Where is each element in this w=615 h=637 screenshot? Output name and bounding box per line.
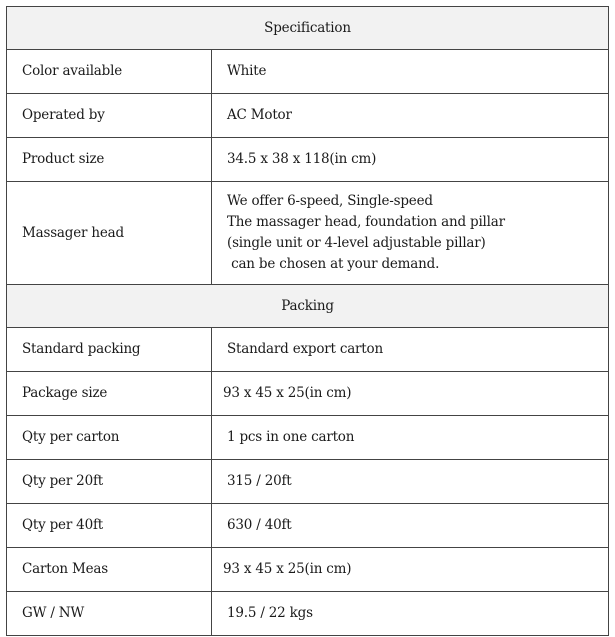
table-row [7, 50, 609, 94]
table-row [7, 94, 609, 138]
row-label-operated-by: Operated by [7, 94, 212, 138]
table-row [7, 182, 609, 285]
row-label-qty-per-carton: Qty per carton [7, 416, 212, 460]
row-value-package-size: 93 x 45 x 25(in cm) [212, 372, 609, 416]
massager-line-4: can be chosen at your demand. [227, 256, 440, 272]
row-value-operated-by: AC Motor [212, 94, 609, 138]
row-label-gw-nw: GW / NW [7, 592, 212, 636]
row-value-product-size: 34.5 x 38 x 118(in cm) [212, 138, 609, 182]
row-label-qty-per-40ft: Qty per 40ft [7, 504, 212, 548]
packing-header: Packing [7, 285, 609, 328]
massager-line-1: We offer 6-speed, Single-speed [227, 193, 433, 209]
row-value-massager-head [212, 182, 609, 285]
table-row [7, 138, 609, 182]
massager-line-2: The massager head, foundation and pillar [227, 214, 505, 230]
row-label-massager-head: Massager head [7, 182, 212, 285]
specification-table [6, 6, 609, 636]
row-label-standard-packing: Standard packing [7, 328, 212, 372]
specification-header: Specification [7, 7, 609, 50]
row-value-gw-nw: 19.5 / 22 kgs [212, 592, 609, 636]
row-value-standard-packing: Standard export carton [212, 328, 609, 372]
row-value-qty-per-carton: 1 pcs in one carton [212, 416, 609, 460]
massager-line-3: (single unit or 4-level adjustable pillar) [227, 235, 486, 251]
row-value-color-available: White [212, 50, 609, 94]
specification-header-row [7, 7, 609, 50]
table-row [7, 372, 609, 416]
packing-header-row [7, 285, 609, 328]
row-label-qty-per-20ft: Qty per 20ft [7, 460, 212, 504]
row-label-product-size: Product size [7, 138, 212, 182]
row-value-qty-per-20ft: 315 / 20ft [212, 460, 609, 504]
table-row [7, 592, 609, 636]
table-row [7, 416, 609, 460]
row-label-carton-meas: Carton Meas [7, 548, 212, 592]
table-row [7, 504, 609, 548]
row-value-carton-meas: 93 x 45 x 25(in cm) [212, 548, 609, 592]
table-row [7, 460, 609, 504]
row-label-package-size: Package size [7, 372, 212, 416]
row-value-qty-per-40ft: 630 / 40ft [212, 504, 609, 548]
table-row [7, 328, 609, 372]
table-row [7, 548, 609, 592]
row-label-color-available: Color available [7, 50, 212, 94]
